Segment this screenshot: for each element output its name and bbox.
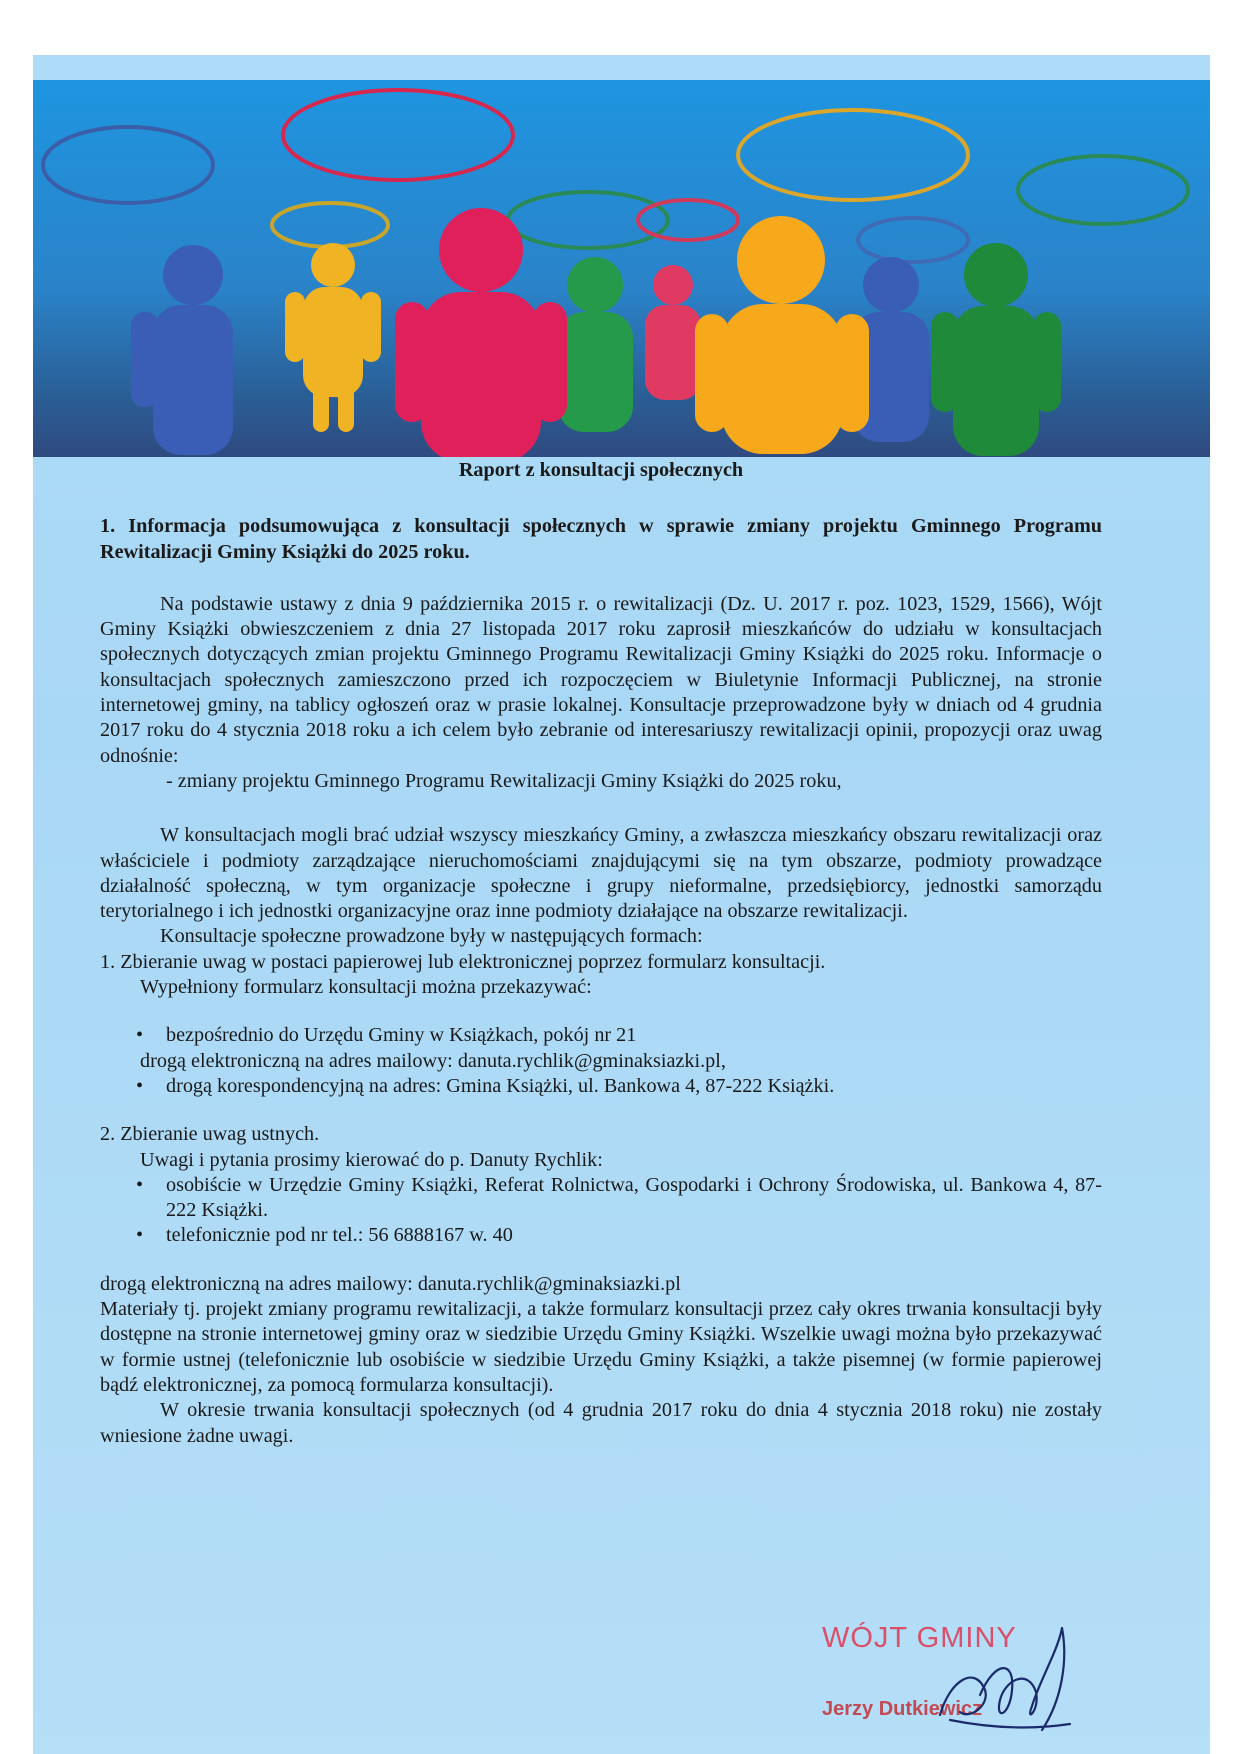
paragraph: W konsultacjach mogli brać udział wszyscy mieszkańcy Gminy, a zwłaszcza mieszkańcy obszaru rewitalizacji oraz właściciele i podmioty zarządzające nieruchomościami znajdującymi się na tym obszarze, podmioty prowadzące działalność społeczną, w tym organizacje społeczne i grupy nieformalne, przedsiębiorcy, jednostki samorządu terytorialnego i ich jednostki organizacyjne oraz inne podmioty działające na obszarze rewitalizacji.	[100, 824, 1102, 923]
stamp-name: Jerzy Dutkiewicz	[822, 1698, 983, 1720]
email-line: drogą elektroniczną na adres mailowy: danuta.rychlik@gminaksiazki.pl,	[140, 1049, 726, 1072]
handwritten-signature	[800, 1620, 1100, 1745]
people-speech-bubbles-illustration	[33, 80, 1210, 457]
paragraph: Materiały tj. projekt zmiany programu rewitalizacji, a także formularz konsultacji przez cały okres trwania konsultacji były dostępne na stronie internetowej gminy oraz w siedzibie Urzędu Gminy Książki. Wszelkie uwagi można było przekazywać w formie ustnej (telefonicznie lub osobiście w siedzibie Urzędu Gminy Książki, a także pisemnej (w formie papierowej bądź elektronicznej, za pomocą formularza konsultacji).	[100, 1298, 1102, 1396]
header-illustration	[33, 80, 1210, 457]
paragraph: Na podstawie ustawy z dnia 9 października 2015 r. o rewitalizacji (Dz. U. 2017 r. poz. 1023, 1529, 1566), Wójt Gminy Książki obwieszczeniem z dnia 27 listopada 2017 roku zaprosił mieszkańców do udziału w konsultacjach społecznych dotyczących zmian projektu Gminnego Programu Rewitalizacji Gminy Książki do 2025 roku. Informacje o konsultacjach społecznych zamieszczono przed ich rozpoczęciem w Biuletynie Informacji Publicznej, na stronie internetowej gminy, na tablicy ogłoszeń oraz w prasie lokalnej. Konsultacje przeprowadzone były w dniach od 4 grudnia 2017 roku do 4 stycznia 2018 roku a ich celem było zebranie od interesariuszy rewitalizacji opinii, propozycji oraz uwag odnośnie:	[100, 592, 1102, 767]
form-heading: 2. Zbieranie uwag ustnych.	[100, 1123, 320, 1146]
email-line: drogą elektroniczną na adres mailowy: danuta.rychlik@gminaksiazki.pl	[100, 1272, 681, 1295]
bullet-item: • drogą korespondencyjną na adres: Gmina Książki, ul. Bankowa 4, 87-222 Książki.	[100, 1074, 1102, 1099]
report-body	[100, 458, 1102, 1449]
section-heading: 1. Informacja podsumowująca z konsultacji społecznych w sprawie zmiany projektu Gminnego Programu Rewitalizacji Gminy Książki do 2025 roku.	[100, 515, 1102, 563]
forms-intro: Konsultacje społeczne prowadzone były w następujących formach:	[160, 925, 703, 948]
list-item: - zmiany projektu Gminnego Programu Rewitalizacji Gminy Książki do 2025 roku,	[166, 769, 842, 792]
paragraph: W okresie trwania konsultacji społecznych (od 4 grudnia 2017 roku do dnia 4 stycznia 2018 roku) nie zostały wniesione żadne uwagi.	[100, 1399, 1102, 1447]
bullet-item: • telefonicznie pod nr tel.: 56 6888167 w. 40	[100, 1223, 1102, 1248]
bullet-item: • osobiście w Urzędzie Gminy Książki, Referat Rolnictwa, Gospodarki i Ochrony Środowiska, ul. Bankowa 4, 87-222 Książki.	[100, 1173, 1102, 1224]
form-subheading: Uwagi i pytania prosimy kierować do p. Danuty Rychlik:	[140, 1148, 603, 1171]
form-subheading: Wypełniony formularz konsultacji można przekazywać:	[140, 976, 592, 999]
stamp-office: WÓJT GMINY	[822, 1622, 1017, 1654]
form-heading: 1. Zbieranie uwag w postaci papierowej lub elektronicznej poprzez formularz konsultacji.	[100, 950, 826, 973]
official-stamp	[800, 1620, 1100, 1745]
report-title: Raport z konsultacji społecznych	[458, 459, 744, 481]
bullet-item: • bezpośrednio do Urzędu Gminy w Książkach, pokój nr 21	[100, 1023, 1102, 1048]
